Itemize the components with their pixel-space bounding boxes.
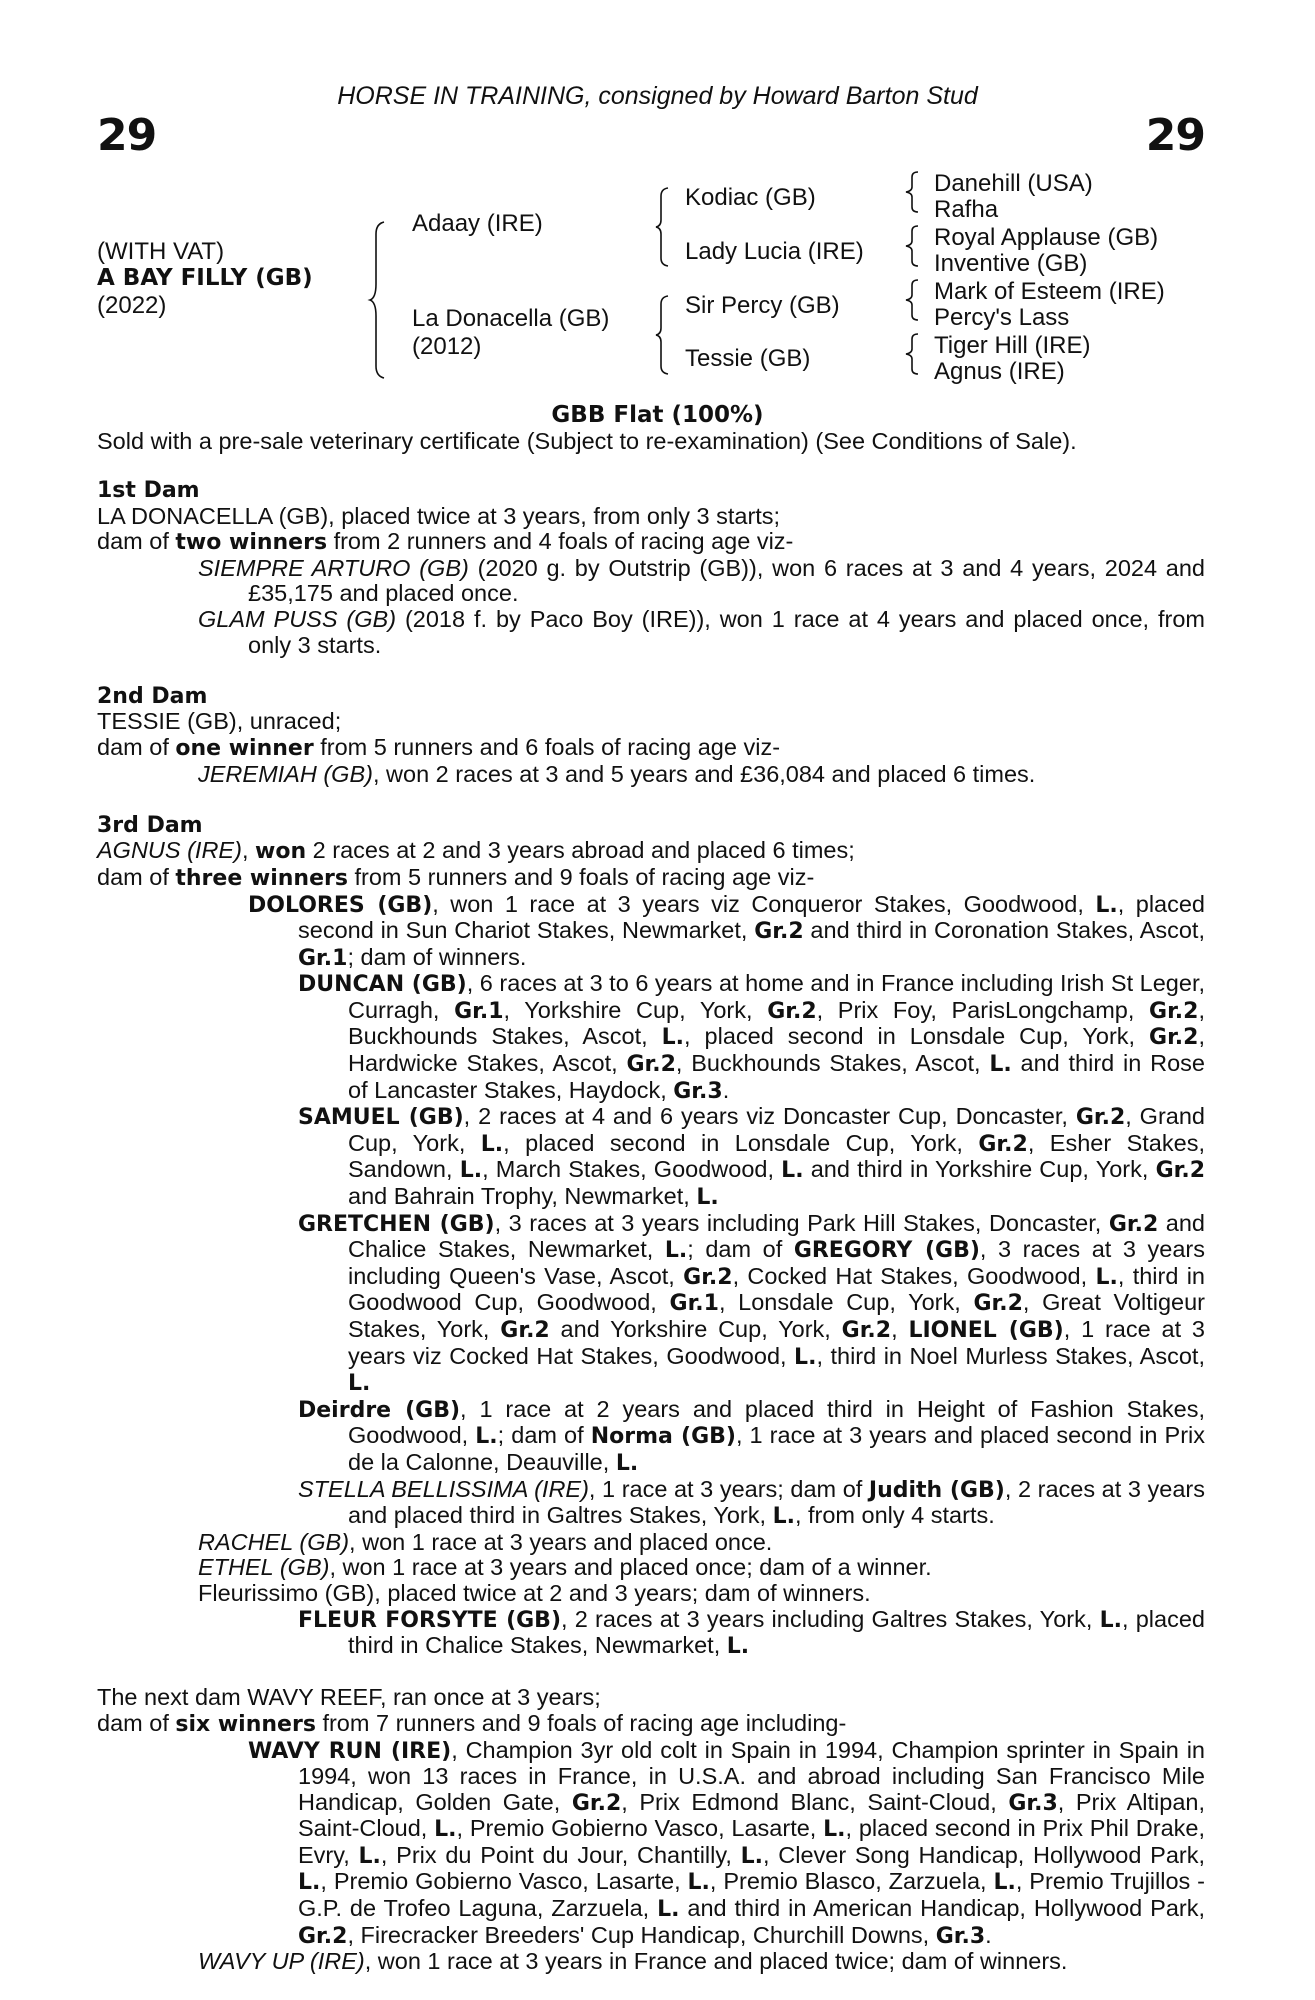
text-run: , placed second in Lonsdale Cup, York,	[503, 1129, 979, 1156]
bold-run: DOLORES (GB)	[248, 892, 433, 918]
pedigree-bracket-2a	[656, 186, 676, 268]
text-run: , Cocked Hat Stakes, Goodwood,	[732, 1262, 1096, 1289]
text-run: , Lonsdale Cup, York,	[718, 1289, 974, 1316]
bold-run: Gr.3	[673, 1078, 723, 1104]
entry-line	[97, 607, 1205, 658]
lot-number-right: 29	[1145, 110, 1205, 161]
text-run: , 2 races at 4 and 6 years viz Doncaster Cup, Doncaster,	[463, 1103, 1076, 1130]
italic-run: STELLA BELLISSIMA (IRE)	[298, 1475, 589, 1502]
bold-run: GREGORY (GB)	[793, 1238, 980, 1264]
text-run: and third in American Handicap, Hollywood Park,	[679, 1895, 1205, 1922]
subject-year: (2022)	[97, 292, 167, 319]
text-run: from 5 runners and 6 foals of racing age viz-	[313, 733, 781, 760]
entry-line	[97, 762, 1205, 788]
text-run: from 2 runners and 4 foals of racing age viz-	[327, 528, 794, 555]
pedigree-bracket-3b	[906, 224, 926, 268]
text-run: ; dam of	[497, 1422, 591, 1449]
bold-run: Gr.1	[454, 998, 504, 1024]
text-run: from 5 runners and 9 foals of racing age viz-	[347, 863, 815, 890]
entry-line	[97, 1711, 1205, 1738]
pedigree-bracket-1	[370, 220, 394, 380]
entry-line	[97, 1949, 1205, 1975]
gbb-rating: GBB Flat (100%)	[551, 402, 764, 428]
bold-run: L.	[989, 1052, 1012, 1078]
vat-note: (WITH VAT)	[97, 238, 225, 265]
bold-run: Gr.2	[500, 1318, 550, 1343]
dam-name: La Donacella (GB)	[412, 305, 610, 332]
first-dam-lines	[97, 504, 1205, 659]
bold-run: three winners	[175, 865, 348, 891]
entry-line	[97, 556, 1205, 607]
text-run: , Premio Blasco, Zarzuela,	[709, 1868, 994, 1895]
bold-run: Gr.1	[669, 1291, 719, 1317]
second-dam-lines	[97, 709, 1205, 787]
bold-run: Gr.2	[571, 1790, 622, 1816]
second-dam-section	[97, 684, 1205, 787]
italic-run: ETHEL (GB)	[198, 1554, 330, 1581]
text-run: , Premio Trujillos - G.P. de Trofeo Laguna, Zarzuela,	[298, 1868, 1205, 1922]
bold-run: L.	[480, 1131, 504, 1157]
bold-run: Gr.2	[1155, 1158, 1205, 1184]
third-dam-lines	[97, 838, 1205, 1659]
text-run: LA DONACELLA (GB), placed twice at 3 years, from only 3 starts;	[97, 502, 781, 529]
sire-sire: Kodiac (GB)	[685, 184, 816, 211]
first-dam-section	[97, 478, 1205, 658]
text-run: , 2 races at 3 years and placed third in Galtres Stakes, York,	[348, 1475, 1205, 1529]
italic-run: GLAM PUSS (GB)	[198, 605, 397, 632]
text-run: , Prix du Point du Jour, Chantilly,	[380, 1841, 741, 1868]
text-run: , Premio Gobierno Vasco, Lasarte,	[456, 1815, 824, 1842]
bold-run: L.	[696, 1185, 719, 1211]
text-run: , Hardwicke Stakes, Ascot,	[348, 1023, 1205, 1077]
text-run: , won 1 race at 3 years in France and placed twice; dam of winners.	[364, 1948, 1068, 1975]
text-run: , Grand Cup, York,	[348, 1103, 1205, 1156]
text-run: , won 1 race at 3 years and placed once.	[349, 1528, 773, 1555]
text-run: , 3 races at 3 years including Queen's Vase, Ascot,	[348, 1236, 1205, 1289]
entry-line	[97, 1685, 1205, 1711]
text-run: Fleurissimo (GB), placed twice at 2 and 3 years; dam of winners.	[198, 1579, 871, 1606]
bold-run: DUNCAN (GB)	[298, 972, 467, 998]
entry-line	[97, 838, 1205, 865]
bold-run: L.	[772, 1504, 795, 1530]
bold-run: Gr.3	[1008, 1790, 1058, 1816]
text-run: , Prix Foy, ParisLongchamp,	[816, 996, 1150, 1023]
text-run: and Yorkshire Cup, York,	[549, 1316, 842, 1342]
bold-run: L.	[661, 1025, 685, 1051]
text-run: , placed second in Sun Chariot Stakes, Newmarket,	[298, 890, 1206, 944]
next-dam-section	[97, 1685, 1205, 1975]
ggp-6: Percy's Lass	[934, 304, 1070, 331]
third-dam-heading: 3rd Dam	[97, 812, 203, 838]
entry-line	[97, 735, 1205, 762]
italic-run: JEREMIAH (GB)	[198, 760, 373, 787]
pedigree-bracket-3a	[906, 170, 926, 214]
dam-dam: Tessie (GB)	[685, 345, 811, 372]
text-run: and third in Yorkshire Cup, York,	[803, 1156, 1156, 1183]
page-title: HORSE IN TRAINING, consigned by Howard Barton Stud	[337, 82, 978, 110]
bold-run: Gr.2	[754, 919, 804, 945]
text-run: , March Stakes, Goodwood,	[482, 1156, 782, 1183]
text-run: , Prix Altipan, Saint-Cloud,	[298, 1788, 1205, 1842]
bold-run: L.	[726, 1634, 750, 1660]
bold-run: Gr.3	[935, 1923, 986, 1949]
ggp-5: Mark of Esteem (IRE)	[934, 278, 1165, 305]
second-dam-heading: 2nd Dam	[97, 683, 208, 709]
sire-name: Adaay (IRE)	[412, 210, 543, 237]
text-run: ; dam of	[687, 1236, 794, 1263]
ggp-3: Royal Applause (GB)	[934, 224, 1159, 251]
first-dam-heading: 1st Dam	[97, 478, 200, 503]
text-run: , placed second in Prix Phil Drake, Evry,	[298, 1815, 1205, 1868]
third-dam-section	[97, 813, 1205, 1660]
bold-run: L.	[459, 1158, 483, 1184]
text-run: (2020 g. by Outstrip (GB)), won 6 races at 3 and 4 years, 2024 and £35,175 and placed once.	[248, 554, 1205, 607]
entry-line	[97, 1581, 1205, 1607]
bold-run: L.	[687, 1870, 710, 1896]
bold-run: L.	[794, 1344, 817, 1370]
text-run: , 1 race at 3 years viz Cocked Hat Stakes, Goodwood,	[348, 1316, 1205, 1369]
bold-run: Deirdre (GB)	[298, 1397, 461, 1423]
text-run: , 1 race at 3 years and placed second in Prix de la Calonne, Deauville,	[348, 1422, 1205, 1475]
text-run: , 3 races at 3 years including Park Hill Stakes, Doncaster,	[494, 1209, 1109, 1236]
text-run: , 2 races at 3 years including Galtres Stakes, York,	[561, 1605, 1100, 1632]
bold-run: Gr.1	[298, 945, 348, 971]
text-run: , won 1 race at 3 years viz Conqueror Stakes, Goodwood,	[432, 890, 1096, 917]
text-run: , placed second in Lonsdale Cup, York,	[684, 1023, 1150, 1050]
entry-line	[97, 1211, 1205, 1397]
bold-run: L.	[358, 1843, 381, 1869]
bold-run: L.	[740, 1843, 764, 1869]
italic-run: AGNUS (IRE)	[97, 837, 242, 864]
text-run: 2 races at 2 and 3 years abroad and placed 6 times;	[306, 837, 855, 864]
bold-run: one winner	[175, 735, 314, 761]
text-run: , won 1 race at 3 years and placed once; dam of a winner.	[329, 1554, 932, 1581]
entry-line	[97, 1607, 1205, 1660]
bold-run: Gr.2	[1075, 1105, 1126, 1131]
next-dam-lines	[97, 1685, 1205, 1975]
bold-run: WAVY RUN (IRE)	[248, 1738, 452, 1764]
text-run: , Premio Gobierno Vasco, Lasarte,	[320, 1868, 688, 1895]
text-run: , 1 race at 2 years and placed third in Height of Fashion Stakes, Goodwood,	[348, 1395, 1205, 1449]
bold-run: Gr.2	[841, 1318, 892, 1343]
bold-run: L.	[615, 1450, 639, 1476]
entry-line	[97, 971, 1205, 1104]
ggp-4: Inventive (GB)	[934, 250, 1088, 277]
text-run: , Buckhounds Stakes, Ascot,	[348, 996, 1205, 1050]
bold-run: Gr.2	[973, 1291, 1023, 1317]
bold-run: Gr.2	[1149, 1025, 1199, 1051]
pedigree-bracket-2b	[656, 294, 676, 376]
text-run: , Yorkshire Cup, York,	[503, 996, 768, 1023]
italic-run: SIEMPRE ARTURO (GB)	[198, 554, 469, 581]
text-run: The next dam WAVY REEF, ran once at 3 years;	[97, 1684, 601, 1711]
text-run: dam of	[97, 528, 176, 555]
dam-sire: Sir Percy (GB)	[685, 292, 840, 319]
text-run: , Buckhounds Stakes, Ascot,	[675, 1050, 990, 1077]
pedigree-bracket-3c	[906, 278, 926, 322]
text-run: and Bahrain Trophy, Newmarket,	[348, 1183, 697, 1210]
ggp-7: Tiger Hill (IRE)	[934, 332, 1091, 359]
dam-year: (2012)	[412, 333, 482, 360]
bold-run: L.	[1095, 1264, 1118, 1290]
text-run: dam of	[97, 1709, 176, 1736]
bold-run: L.	[993, 1870, 1016, 1896]
text-run: , Champion 3yr old colt in Spain in 1994, Champion sprinter in Spain in 1994, won 13 races in France, in U.S.A. and abroad including San Francisco Mile Handicap, Golden Gate,	[298, 1736, 1205, 1815]
entry-line	[97, 1477, 1205, 1530]
sale-conditions-note: Sold with a pre-sale veterinary certificate (Subject to re-examination) (See Conditions of Sale).	[97, 428, 1077, 454]
ggp-8: Agnus (IRE)	[934, 358, 1065, 385]
text-run: , Great Voltigeur Stakes, York,	[348, 1289, 1205, 1342]
text-run: and Chalice Stakes, Newmarket,	[348, 1209, 1205, 1263]
bold-run: L.	[657, 1897, 680, 1923]
bold-run: FLEUR FORSYTE (GB)	[298, 1607, 562, 1633]
bold-run: Gr.2	[1108, 1211, 1159, 1237]
entry-line	[97, 1530, 1205, 1556]
text-run: , won 2 races at 3 and 5 years and £36,084 and placed 6 times.	[372, 760, 1036, 787]
bold-run: L.	[1099, 1607, 1122, 1633]
lot-number-left: 29	[97, 110, 157, 161]
text-run: , Firecracker Breeders' Cup Handicap, Churchill Downs,	[347, 1921, 936, 1948]
bold-run: L.	[664, 1238, 688, 1264]
entry-line	[97, 504, 1205, 530]
bold-run: L.	[1095, 892, 1118, 918]
entry-line	[97, 1104, 1205, 1210]
bold-run: two winners	[175, 530, 328, 556]
entry-line	[97, 529, 1205, 556]
bold-run: Gr.2	[978, 1131, 1028, 1157]
bold-run: SAMUEL (GB)	[298, 1105, 464, 1131]
bold-run: Norma (GB)	[590, 1424, 736, 1450]
entry-line	[97, 892, 1205, 972]
text-run: , Clever Song Handicap, Hollywood Park,	[763, 1841, 1205, 1868]
text-run: and third in Rose of Lancaster Stakes, Haydock,	[348, 1050, 1205, 1103]
subject-name: A BAY FILLY (GB)	[97, 265, 313, 291]
text-run: dam of	[97, 733, 176, 760]
bold-run: Gr.2	[683, 1264, 733, 1290]
text-run: TESSIE (GB), unraced;	[97, 708, 342, 735]
pedigree-bracket-3d	[906, 332, 926, 376]
entry-line	[97, 1555, 1205, 1581]
entry-line	[97, 1397, 1205, 1477]
bold-run: L.	[298, 1870, 321, 1896]
text-run: .	[722, 1076, 730, 1103]
bold-run: L.	[434, 1817, 457, 1843]
bold-run: GRETCHEN (GB)	[298, 1211, 495, 1237]
bold-run: L.	[823, 1817, 846, 1843]
bold-run: L.	[348, 1371, 371, 1397]
entry-line	[97, 865, 1205, 892]
sire-dam: Lady Lucia (IRE)	[685, 238, 864, 265]
text-run: ,	[241, 837, 255, 864]
text-run: , Prix Edmond Blanc, Saint-Cloud,	[621, 1788, 1009, 1815]
bold-run: six winners	[175, 1711, 316, 1737]
text-run: ; dam of winners.	[347, 943, 527, 970]
text-run: , third in Goodwood Cup, Goodwood,	[348, 1262, 1206, 1316]
entry-line	[97, 709, 1205, 735]
ggp-2: Rafha	[934, 196, 999, 223]
bold-run: Gr.2	[626, 1052, 676, 1078]
bold-run: L.	[475, 1424, 498, 1450]
italic-run: RACHEL (GB)	[198, 1528, 350, 1555]
bold-run: Judith (GB)	[868, 1477, 1005, 1503]
italic-run: WAVY UP (IRE)	[198, 1948, 365, 1975]
bold-run: LIONEL (GB)	[908, 1318, 1064, 1343]
bold-run: won	[255, 839, 307, 865]
text-run: dam of	[97, 863, 176, 890]
text-run: (2018 f. by Paco Boy (IRE)), won 1 race at 4 years and placed once, from only 3 starts.	[248, 605, 1205, 658]
text-run: and third in Coronation Stakes, Ascot,	[803, 917, 1205, 944]
catalogue-body	[97, 478, 1205, 1975]
text-run: , third in Noel Murless Stakes, Ascot,	[816, 1342, 1205, 1369]
entry-line	[97, 1738, 1205, 1950]
text-run: from 7 runners and 9 foals of racing age including-	[315, 1709, 847, 1736]
ggp-1: Danehill (USA)	[934, 170, 1093, 197]
bold-run: L.	[781, 1158, 804, 1184]
text-run: , from only 4 starts.	[794, 1502, 995, 1529]
text-run: , Esher Stakes, Sandown,	[348, 1129, 1205, 1183]
text-run: , 1 race at 3 years; dam of	[588, 1475, 869, 1502]
text-run: ,	[891, 1316, 909, 1342]
bold-run: Gr.2	[298, 1923, 348, 1949]
text-run: , placed third in Chalice Stakes, Newmarket,	[348, 1605, 1205, 1659]
text-run: , 6 races at 3 to 6 years at home and in France including Irish St Leger, Curragh,	[348, 970, 1206, 1023]
bold-run: Gr.2	[1149, 998, 1199, 1024]
text-run: .	[985, 1921, 992, 1948]
bold-run: Gr.2	[767, 998, 817, 1024]
